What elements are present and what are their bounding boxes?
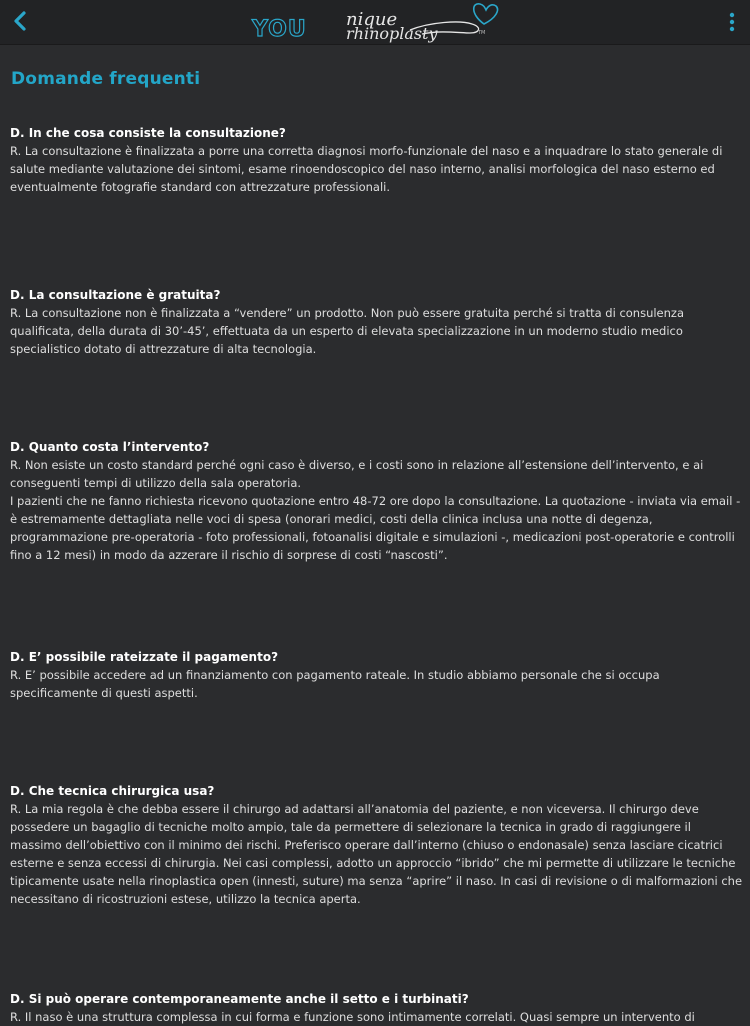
faq-item — [10, 782, 742, 908]
page-title: Domande frequenti — [11, 69, 201, 89]
chevron-left-icon — [12, 10, 28, 32]
faq-question: D. Quanto costa l’intervento? — [10, 440, 210, 454]
faq-answer-paragraph: R. La consultazione non è finalizzata a “vendere” un prodotto. Non può essere gratuita perché si tratta di consulenza qualificata, della durata di 30’-45’, effettuata da un esperto di elevata specializzazione in un moderno studio medico specialistico dotato di attrezzature di alta tecnologia. — [10, 306, 685, 356]
faq-question: D. E’ possibile rateizzate il pagamento? — [10, 650, 279, 664]
faq-item — [10, 438, 742, 564]
faq-item — [10, 124, 742, 196]
faq-list — [10, 124, 742, 1026]
faq-question: D. La consultazione è gratuita? — [10, 288, 221, 302]
faq-answer-paragraph: R. La mia regola è che debba essere il chirurgo ad adattarsi all’anatomia del paziente, e non viceversa. Il chirurgo deve possedere un bagaglio di tecniche molto ampio, tale da permettere di selezionare la tecnica in grado di raggiungere il massimo dell’obiettivo con il minimo dei rischi. Preferisco operare dall’interno (chiuso o endonasale) senza lasciare cicatrici esterne e senza eccessi di chirurgia. Nei casi complessi, adotto un approccio “ibrido” che mi permette di utilizzare le tecniche tipicamente usate nella rinoplastica open (innesti, suture) ma senza “aprire” il naso. In casi di revisione o di malformazioni che necessitano di ricostruzioni estese, utilizzo la tecnica aperta. — [10, 802, 743, 906]
faq-answer-paragraph: I pazienti che ne fanno richiesta ricevono quotazione entro 48-72 ore dopo la consultazione. La quotazione - inviata via email - è estremamente dettagliata nelle voci di spesa (onorari medici, costi della clinica inclusa una notte di degenza, programmazione pre-operatoria - foto professionali, fotoanalisi digitale e simulazioni -, medicazioni post-operatorie e controlli fino a 12 mesi) in modo da azzerare il rischio di sorprese di costi “nascosti”. — [10, 494, 741, 562]
faq-answer — [10, 666, 742, 702]
faq-answer-paragraph: R. Non esiste un costo standard perché ogni caso è diverso, e i costi sono in relazione all’estensione dell’intervento, e ai conseguenti tempi di utilizzo della sala operatoria. — [10, 458, 704, 490]
faq-answer-paragraph: R. La consultazione è finalizzata a porre una corretta diagnosi morfo-funzionale del naso e a inquadrare lo stato generale di salute mediante valutazione dei sintomi, esame rinoendoscopico del naso interno, analisi morfologica del naso esterno ed eventualmente fotografie standard con attrezzature professionali. — [10, 144, 723, 194]
top-bar — [0, 0, 750, 45]
vertical-dots-icon — [729, 12, 735, 32]
logo-trademark: TM — [478, 30, 486, 36]
logo-rhinoplasty-text: rhinoplasty — [346, 24, 438, 43]
overflow-menu-button[interactable] — [724, 8, 740, 36]
faq-answer — [10, 800, 742, 908]
faq-answer-paragraph: R. Il naso è una struttura complessa in cui forma e funzione sono intimamente correlati. Quasi sempre un intervento di — [10, 1010, 695, 1024]
faq-item — [10, 990, 742, 1026]
logo-you-text: YOU — [252, 17, 307, 42]
faq-item — [10, 648, 742, 702]
faq-answer — [10, 142, 742, 196]
faq-answer — [10, 456, 742, 564]
logo-nique-text: nique — [346, 9, 398, 30]
faq-question: D. Che tecnica chirurgica usa? — [10, 784, 215, 798]
back-button[interactable] — [8, 6, 32, 36]
faq-question: D. Si può operare contemporaneamente anche il setto e i turbinati? — [10, 992, 469, 1006]
faq-item — [10, 286, 742, 358]
app-logo — [250, 0, 500, 44]
faq-question: D. In che cosa consiste la consultazione? — [10, 126, 286, 140]
faq-answer — [10, 304, 742, 358]
faq-answer — [10, 1008, 742, 1026]
faq-answer-paragraph: R. E’ possibile accedere ad un finanziamento con pagamento rateale. In studio abbiamo personale che si occupa specificamente di questi aspetti. — [10, 668, 660, 700]
